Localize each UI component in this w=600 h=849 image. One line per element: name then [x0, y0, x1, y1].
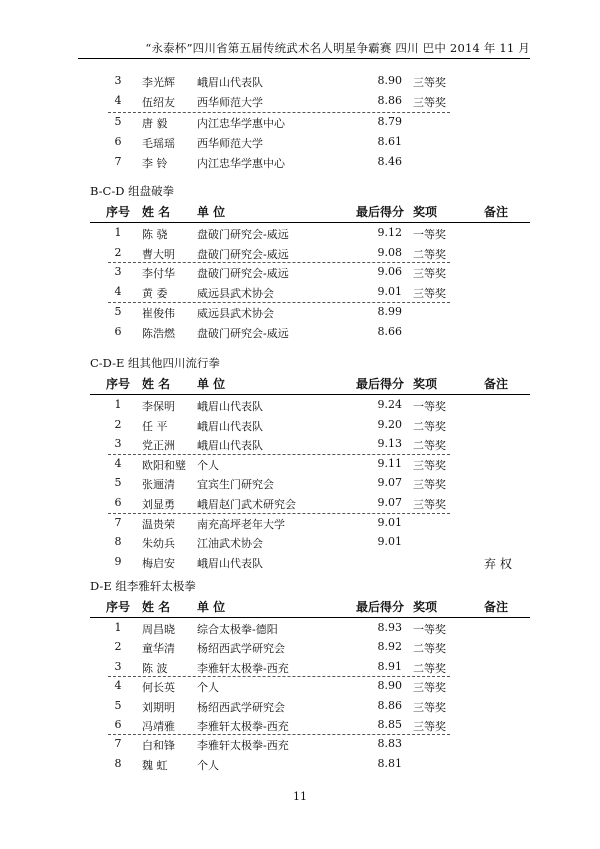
cell-award: 三等奖	[413, 458, 446, 472]
column-header-unit: 单 位	[197, 205, 226, 219]
cell-score: 9.24	[377, 398, 402, 411]
cell-score: 9.08	[377, 245, 402, 259]
column-header-no: 序号	[106, 205, 131, 219]
table-row	[90, 621, 530, 641]
cell-name: 伍绍友	[142, 96, 175, 110]
cell-unit: 峨眉山代表队	[197, 419, 263, 433]
cell-no: 7	[114, 155, 122, 169]
cell-unit: 峨眉山代表队	[197, 439, 263, 453]
cell-award: 三等奖	[413, 700, 446, 714]
cell-unit: 峨眉山代表队	[197, 76, 263, 89]
cell-score: 8.61	[377, 134, 402, 148]
header-rule	[78, 58, 530, 59]
row-separator	[108, 262, 450, 263]
cell-no: 5	[114, 304, 122, 318]
table-row	[90, 535, 530, 555]
row-separator	[108, 302, 450, 303]
table-row	[90, 679, 530, 699]
cell-name: 温贵荣	[142, 517, 175, 531]
section-title: B-C-D 组盘破拳	[90, 184, 175, 198]
cell-score: 8.46	[377, 155, 402, 169]
cell-name: 李付华	[142, 267, 175, 281]
cell-unit: 盘破门研究会-威远	[197, 326, 289, 340]
cell-score: 8.81	[377, 756, 402, 770]
cell-unit: 内江忠华学惠中心	[197, 116, 285, 130]
cell-unit: 个人	[197, 458, 219, 472]
cell-award: 一等奖	[413, 623, 446, 636]
table-row	[90, 418, 530, 438]
cell-award: 一等奖	[413, 228, 446, 241]
cell-unit: 西华师范大学	[197, 136, 263, 150]
cell-no: 1	[114, 621, 122, 634]
table-row	[90, 737, 530, 757]
cell-award: 三等奖	[413, 96, 446, 110]
cell-name: 曹大明	[142, 247, 175, 261]
cell-unit: 个人	[197, 681, 219, 695]
cell-name: 唐 毅	[142, 116, 168, 130]
section-title: D-E 组李雅轩太极拳	[90, 579, 196, 593]
cell-no: 6	[114, 324, 122, 338]
cell-award: 二等奖	[413, 661, 446, 675]
header-rule	[90, 617, 530, 618]
cell-score: 9.07	[377, 476, 402, 490]
cell-name: 白和锋	[142, 739, 175, 753]
cell-no: 8	[114, 756, 122, 770]
cell-award: 一等奖	[413, 400, 446, 413]
cell-unit: 峨眉山代表队	[197, 400, 263, 413]
cell-unit: 峨眉赵门武术研究会	[197, 498, 296, 511]
cell-unit: 威远县武术协会	[197, 287, 274, 301]
cell-name: 黄 委	[142, 287, 168, 301]
page-number: 11	[293, 790, 307, 803]
cell-name: 李保明	[142, 400, 175, 413]
column-header-score: 最后得分	[356, 600, 405, 614]
table-row	[90, 265, 530, 285]
table-header	[90, 598, 530, 618]
cell-award: 三等奖	[413, 76, 446, 89]
table-row	[90, 516, 530, 536]
section-title: C-D-E 组其他四川流行拳	[90, 356, 221, 370]
column-header-unit: 单 位	[197, 600, 226, 614]
cell-name: 朱幼兵	[142, 537, 175, 551]
column-header-award: 奖项	[413, 600, 438, 614]
cell-no: 6	[114, 718, 122, 731]
cell-unit: 威远县武术协会	[197, 306, 274, 320]
table-row	[90, 640, 530, 660]
header-rule	[90, 222, 530, 223]
cell-unit: 杨绍西武学研究会	[197, 700, 285, 714]
cell-no: 6	[114, 496, 122, 509]
cell-score: 8.90	[377, 679, 402, 693]
cell-unit: 盘破门研究会-威远	[197, 228, 289, 241]
cell-no: 2	[114, 245, 122, 259]
table-header	[90, 203, 530, 223]
cell-score: 8.83	[377, 737, 402, 751]
cell-unit: 盘破门研究会-威远	[197, 267, 289, 281]
cell-score: 9.06	[377, 265, 402, 279]
cell-name: 刘显勇	[142, 498, 175, 511]
column-header-score: 最后得分	[356, 377, 405, 391]
cell-score: 8.92	[377, 640, 402, 654]
cell-name: 毛瑶瑶	[142, 136, 175, 150]
table-row	[90, 398, 530, 418]
row-separator	[108, 112, 450, 113]
cell-no: 5	[114, 476, 122, 490]
cell-no: 4	[114, 94, 122, 108]
table-row	[90, 305, 530, 325]
table-row	[90, 699, 530, 719]
column-header-unit: 单 位	[197, 377, 226, 391]
cell-award: 三等奖	[413, 720, 446, 733]
cell-score: 9.07	[377, 496, 402, 509]
cell-no: 6	[114, 134, 122, 148]
cell-no: 3	[114, 437, 122, 451]
cell-score: 9.01	[377, 285, 402, 299]
cell-no: 5	[114, 698, 122, 712]
cell-score: 9.13	[377, 437, 402, 451]
column-header-no: 序号	[106, 600, 131, 614]
column-header-note: 备注	[484, 205, 509, 219]
cell-no: 2	[114, 417, 122, 431]
cell-no: 2	[114, 640, 122, 654]
cell-name: 梅启安	[142, 556, 175, 570]
cell-unit: 盘破门研究会-威远	[197, 247, 289, 261]
column-header-note: 备注	[484, 600, 509, 614]
table-row	[90, 74, 530, 94]
cell-no: 4	[114, 679, 122, 693]
cell-unit: 南充高坪老年大学	[197, 517, 285, 531]
cell-score: 9.12	[377, 226, 402, 239]
row-separator	[108, 513, 450, 514]
cell-note: 弃 权	[484, 556, 512, 571]
cell-award: 三等奖	[413, 478, 446, 492]
cell-score: 9.01	[377, 535, 402, 549]
table-header	[90, 375, 530, 395]
cell-name: 崔俊伟	[142, 306, 175, 320]
cell-name: 冯靖雅	[142, 720, 175, 733]
cell-unit: 综合太极拳-德阳	[197, 623, 278, 636]
cell-score: 8.91	[377, 659, 402, 673]
cell-unit: 江油武术协会	[197, 537, 263, 551]
cell-name: 周昌晓	[142, 623, 175, 636]
cell-score: 8.86	[377, 698, 402, 712]
row-separator	[108, 676, 450, 677]
cell-award: 三等奖	[413, 267, 446, 281]
cell-name: 李光辉	[142, 76, 175, 89]
column-header-name: 姓 名	[142, 600, 171, 614]
cell-name: 魏 虹	[142, 758, 168, 772]
column-header-name: 姓 名	[142, 377, 171, 391]
cell-no: 3	[114, 265, 122, 279]
column-header-name: 姓 名	[142, 205, 171, 219]
cell-unit: 峨眉山代表队	[197, 556, 263, 570]
column-header-no: 序号	[106, 377, 131, 391]
table-row	[90, 757, 530, 777]
table-row	[90, 135, 530, 155]
cell-no: 3	[114, 74, 122, 87]
cell-score: 8.66	[377, 324, 402, 338]
cell-name: 张逦清	[142, 478, 175, 492]
cell-score: 8.99	[377, 304, 402, 318]
cell-no: 1	[114, 226, 122, 239]
cell-no: 7	[114, 737, 122, 751]
cell-name: 陈 骁	[142, 228, 168, 241]
table-row	[90, 155, 530, 175]
cell-score: 8.86	[377, 94, 402, 108]
cell-score: 8.90	[377, 74, 402, 87]
column-header-score: 最后得分	[356, 205, 405, 219]
cell-score: 9.20	[377, 417, 402, 431]
cell-name: 党正洲	[142, 439, 175, 453]
cell-no: 8	[114, 535, 122, 549]
cell-award: 二等奖	[413, 247, 446, 261]
table-row	[90, 115, 530, 135]
table-row	[90, 226, 530, 246]
cell-no: 3	[114, 659, 122, 673]
table-row	[90, 476, 530, 496]
cell-name: 童华清	[142, 642, 175, 656]
cell-name: 欧阳和璧	[142, 458, 186, 472]
cell-award: 三等奖	[413, 287, 446, 301]
cell-score: 8.93	[377, 621, 402, 634]
cell-unit: 个人	[197, 758, 219, 772]
cell-no: 1	[114, 398, 122, 411]
cell-no: 4	[114, 285, 122, 299]
cell-unit: 西华师范大学	[197, 96, 263, 110]
cell-unit: 宜宾生门研究会	[197, 478, 274, 492]
row-separator	[108, 734, 450, 735]
header-rule	[90, 394, 530, 395]
page-header: “永泰杯”四川省第五届传统武术名人明星争霸赛 四川 巴中 2014 年 11 月	[145, 41, 530, 55]
cell-name: 何长英	[142, 681, 175, 695]
row-separator	[108, 454, 450, 455]
cell-unit: 李雅轩太极拳-西充	[197, 720, 289, 733]
cell-no: 4	[114, 456, 122, 470]
column-header-note: 备注	[484, 377, 509, 391]
cell-name: 任 平	[142, 419, 168, 433]
cell-unit: 杨绍西武学研究会	[197, 642, 285, 656]
column-header-award: 奖项	[413, 377, 438, 391]
cell-award: 三等奖	[413, 498, 446, 511]
cell-unit: 李雅轩太极拳-西充	[197, 739, 289, 753]
cell-award: 三等奖	[413, 681, 446, 695]
cell-score: 8.85	[377, 718, 402, 731]
cell-unit: 内江忠华学惠中心	[197, 157, 285, 171]
column-header-award: 奖项	[413, 205, 438, 219]
cell-name: 陈 波	[142, 661, 168, 675]
cell-unit: 李雅轩太极拳-西充	[197, 661, 289, 675]
cell-score: 9.01	[377, 515, 402, 529]
cell-award: 二等奖	[413, 439, 446, 453]
cell-no: 9	[114, 554, 122, 568]
cell-name: 陈浩燃	[142, 326, 175, 340]
table-row	[90, 457, 530, 477]
cell-no: 5	[114, 114, 122, 128]
cell-score: 9.11	[377, 456, 402, 470]
cell-name: 李 铃	[142, 157, 168, 171]
table-row	[90, 555, 530, 575]
cell-no: 7	[114, 515, 122, 529]
cell-award: 二等奖	[413, 419, 446, 433]
cell-name: 刘期明	[142, 700, 175, 714]
table-row	[90, 325, 530, 345]
cell-award: 二等奖	[413, 642, 446, 656]
cell-score: 8.79	[377, 114, 402, 128]
